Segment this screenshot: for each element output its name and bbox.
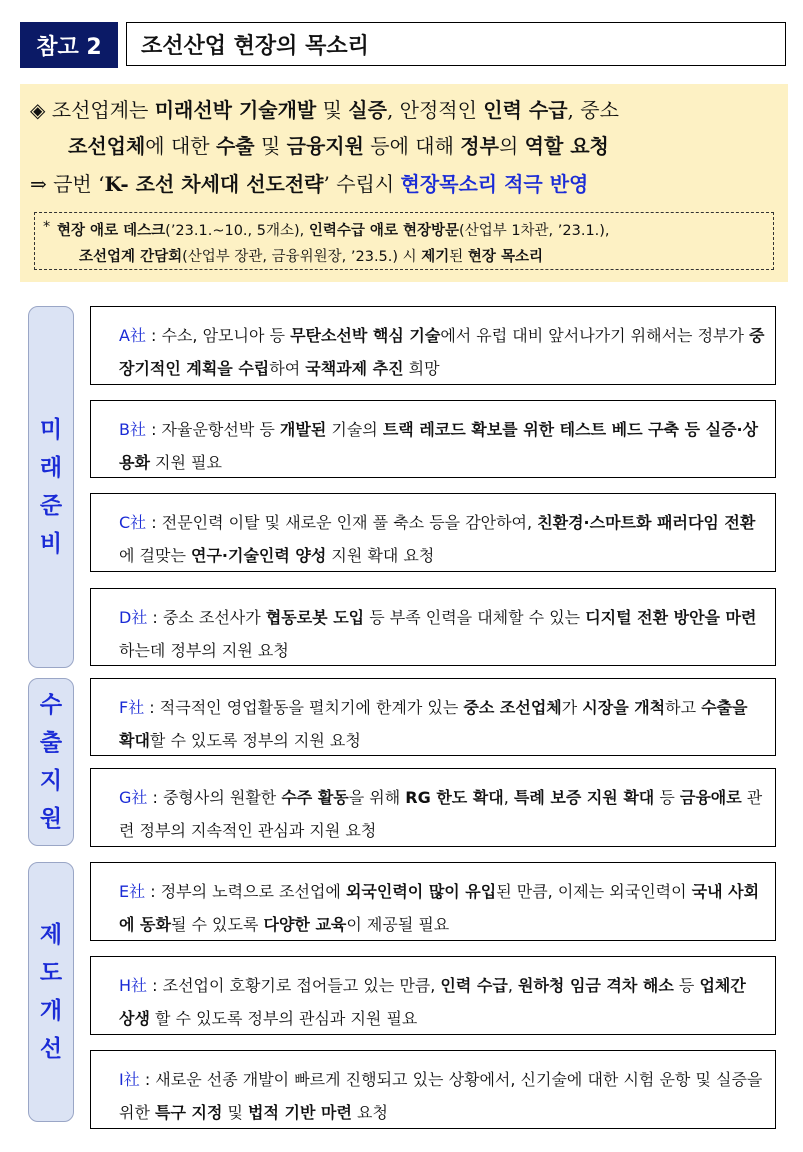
category-char: 수 [39,692,63,718]
body-text: 에 걸맞는 [119,546,191,565]
emphasis-text: 국내 사회에 동화 [119,882,760,934]
emphasis-text: 금융애로 [679,788,742,807]
emphasis-text: 외국인력이 많이 유입 [345,882,497,901]
text: 인력수급 애로 현장방문 [308,223,460,239]
company-label: F社 [119,698,145,717]
text: 역할 요청 [524,134,609,158]
text: 조선업계 간담회 [79,249,183,265]
voice-item-h [90,956,776,1035]
company-label: D社 [119,608,148,627]
category-char: 원 [39,806,63,832]
company-label: B社 [119,420,146,439]
emphasis-text: 중소 조선업체 [463,698,562,717]
text: 수출 [215,134,255,158]
text: 조선업계는 [51,98,155,122]
emphasis-text: 개발된 [279,420,327,439]
text: 제기 [421,249,450,265]
emphasis-text: 연구·기술인력 양성 [191,546,327,565]
emphasis-text: 다양한 교육 [263,915,347,934]
voice-item-e [90,862,776,941]
text: 현장 애로 데스크 [57,223,166,239]
text: 실증 [348,98,387,122]
body-text: 희망 [403,359,440,378]
asterisk: * [43,219,51,235]
text: 된 [449,249,468,265]
body-text: 지원 확대 요청 [326,546,435,565]
text: 현장 목소리 [467,249,544,265]
text: (산업부 1차관, ’23.1.), [459,223,610,239]
text: (산업부 장관, 금융위원장, ’23.5.) 시 [182,249,422,265]
body-text: 하고 [665,698,702,717]
company-label: A社 [119,326,146,345]
body-text: : 조선업이 호황기로 접어들고 있는 만큼, [147,976,441,995]
body-text: 등 [654,788,680,807]
text: 금융지원 [286,134,364,158]
note-line-1 [57,219,610,240]
emphasis-text: 업체간 상생 [119,976,746,1028]
body-text: 할 수 있도록 정부의 관심과 지원 필요 [149,1009,418,1028]
emphasis-text: 국책과제 추진 [305,359,404,378]
emphasis-text: 협동로봇 도입 [265,608,365,627]
body-text: 관련 정부의 지속적인 관심과 지원 요청 [119,788,763,840]
text: 인력 수급 [483,98,568,122]
category-system-improvement [28,862,74,1122]
company-label: C社 [119,513,147,532]
note-box [34,212,774,270]
text: K- 조선 차세대 선도전략 [104,172,324,196]
company-label: E社 [119,882,146,901]
text: ⇒ 금번 ‘ [30,172,105,196]
category-char: 개 [39,998,63,1024]
emphasis-text: 무탄소선박 핵심 기술 [290,326,441,345]
emphasis-text: 수주 활동 [281,788,349,807]
body-text: : 적극적인 영업활동을 펼치기에 한계가 있는 [144,698,464,717]
body-text: : 새로운 선종 개발이 빠르게 진행되고 있는 상황에서, 신기술에 대한 시험 운항 및 실증을 위한 [119,1070,763,1122]
summary-box [20,84,788,282]
voice-item-g [90,768,776,847]
category-char: 래 [39,455,63,481]
text: (’23.1.~10., 5개소), [165,223,309,239]
emphasis-text: 법적 기반 마련 [248,1103,352,1122]
voice-item-b [90,400,776,478]
summary-line-1 [30,94,619,123]
text: 및 [316,98,349,122]
voice-item-i [90,1050,776,1129]
voice-item-d [90,588,776,666]
emphasis-text: RG 한도 확대 [405,788,504,807]
category-char: 준 [39,493,63,519]
category-future-prep [28,306,74,668]
page-title: 조선산업 현장의 목소리 [126,22,786,66]
category-char: 선 [39,1036,63,1062]
summary-line-3 [30,168,588,197]
body-text: 지원 필요 [149,453,222,472]
emphasis-text: 특구 지정 [155,1103,223,1122]
body-text: : 정부의 노력으로 조선업에 [145,882,346,901]
emphasis-text: 인력 수급 [440,976,508,995]
company-label: G社 [119,788,148,807]
body-text: : 중형사의 원활한 [147,788,282,807]
text: 등에 대해 [363,134,461,158]
text: , 중소 [567,98,619,122]
diamond-icon: ◈ [30,98,46,122]
emphasis-text: 친환경·스마트화 패러다임 전환 [537,513,756,532]
body-text: 등 부족 인력을 대체할 수 있는 [364,608,586,627]
category-char: 제 [39,922,63,948]
body-text: , [507,976,518,995]
emphasis-text: 시장을 개척 [582,698,666,717]
body-text: 하여 [269,359,306,378]
body-text: 요청 [351,1103,388,1122]
category-char: 미 [39,417,63,443]
emphasis-text: 수출을 확대 [119,698,748,750]
body-text: 될 수 있도록 [170,915,264,934]
body-text: : 중소 조선사가 [147,608,266,627]
body-text: 된 만큼, 이제는 외국인력이 [496,882,692,901]
category-export-support [28,678,74,846]
voice-item-a [90,306,776,385]
note-line-2 [79,245,543,266]
emphasis-text: 디지털 전환 방안을 마련 [585,608,757,627]
category-char: 지 [39,768,63,794]
body-text: 기술의 [326,420,383,439]
text: , 안정적인 [386,98,484,122]
body-text: 가 [561,698,583,717]
summary-line-2 [68,130,609,159]
text: 에 대한 [145,134,216,158]
text: 및 [254,134,287,158]
body-text: 이 제공될 필요 [346,915,450,934]
body-text: : 자율운항선박 등 [145,420,280,439]
reference-tag: 참고 2 [20,22,118,68]
body-text: 에서 유럽 대비 앞서나가기 위해서는 정부가 [440,326,750,345]
text: 의 [498,134,525,158]
text: 조선업체 [68,134,146,158]
body-text: 할 수 있도록 정부의 지원 요청 [149,731,361,750]
company-label: H社 [119,976,148,995]
category-char: 도 [39,960,63,986]
emphasis-text: 중장기적인 계획을 수립 [119,326,765,378]
text: 미래선박 기술개발 [154,98,317,122]
emphasis-text: 특례 보증 지원 확대 [513,788,655,807]
body-text: : 수소, 암모니아 등 [145,326,291,345]
voice-item-c [90,493,776,572]
text: ’ 수립시 [323,172,401,196]
category-char: 비 [39,531,63,557]
text: 정부 [460,134,499,158]
text: 현장목소리 적극 반영 [400,172,589,196]
voice-item-f [90,678,776,756]
body-text: : 전문인력 이탈 및 새로운 인재 풀 축소 등을 감안하여, [146,513,538,532]
category-char: 출 [39,730,63,756]
company-label: I社 [119,1070,140,1089]
body-text: 을 위해 [348,788,406,807]
body-text: 등 [673,976,700,995]
body-text: , [503,788,514,807]
body-text: 하는데 정부의 지원 요청 [119,641,289,660]
emphasis-text: 원하청 임금 격차 해소 [518,976,674,995]
emphasis-text: 트랙 레코드 확보를 위한 테스트 베드 구축 등 실증·상용화 [119,420,759,472]
body-text: 및 [222,1103,249,1122]
